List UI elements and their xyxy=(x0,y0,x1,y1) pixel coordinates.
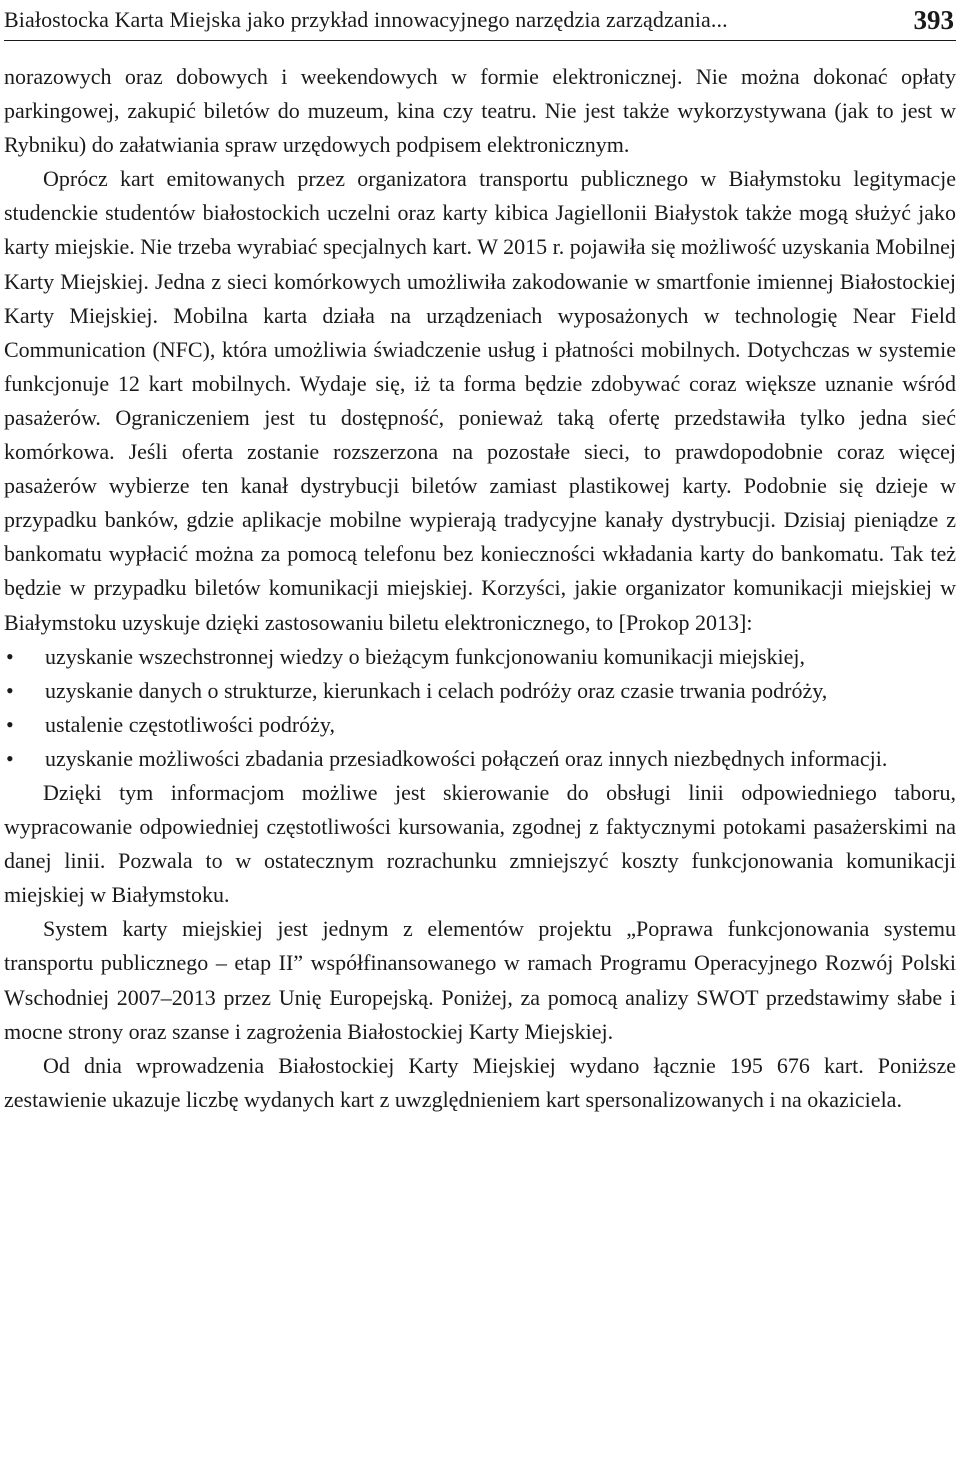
list-item-text: uzyskanie wszechstronnej wiedzy o bieżącym funkcjonowaniu komunikacji miejskiej, xyxy=(45,643,805,669)
body-text xyxy=(4,60,956,1117)
list-item xyxy=(4,674,956,708)
paragraph-project: System karty miejskiej jest jednym z elementów projektu „Poprawa funkcjonowania systemu transportu publicznego – etap II” współfinansowanego w ramach Programu Operacyjnego Rozwój Polski Wschodniej 2007–2013 przez Unię Europejską. Poniżej, za pomocą analizy SWOT przedstawimy słabe i mocne strony oraz szanse i zagrożenia Białostockiej Karty Miejskiej. xyxy=(4,916,956,1044)
bullet-icon: • xyxy=(6,677,14,703)
page-number: 393 xyxy=(913,4,954,35)
paragraph-cards-issued: Od dnia wprowadzenia Białostockiej Karty Miejskiej wydano łącznie 195 676 kart. Poniższe zestawienie ukazuje liczbę wydanych kart z uwzględnieniem kart spersonalizowanych i na okaziciela. xyxy=(4,1052,956,1112)
running-header xyxy=(4,0,956,41)
running-title: Białostocka Karta Miejska jako przykład innowacyjnego narzędzia zarządzania... xyxy=(4,7,728,32)
paragraph-information-use: Dzięki tym informacjom możliwe jest skierowanie do obsługi linii odpowiedniego taboru, wypracowanie odpowiedniej częstotliwości kursowania, zgodnej z faktycznymi potokami pasażerskimi na danej linii. Pozwala to w ostatecznym rozrachunku zmniejszyć koszty funkcjonowania komunikacji miejskiej w Białymstoku. xyxy=(4,779,956,908)
list-item-text: uzyskanie danych o strukturze, kierunkach i celach podróży oraz czasie trwania podróży, xyxy=(45,677,828,703)
bullet-icon: • xyxy=(6,643,14,669)
paragraph-mobile-card: Oprócz kart emitowanych przez organizatora transportu publicznego w Białymstoku legitymacje studenckie studentów białostockich uczelni oraz karty kibica Jagiellonii Białystok także mogą służyć jako karty miejskie. Nie trzeba wyrabiać specjalnych kart. W 2015 r. pojawiła się możliwość uzyskania Mobilnej Karty Miejskiej. Jedna z sieci komórkowych umożliwiła zakodowanie w smartfonie imiennej Białostockiej Karty Miejskiej. Mobilna karta działa na urządzeniach wyposażonych w technologię Near Field Communication (NFC), która umożliwia świadczenie usług i płatności mobilnych. Dotychczas w systemie funkcjonuje 12 kart mobilnych. Wydaje się, iż ta forma będzie zdobywać coraz większe uznanie wśród pasażerów. Ograniczeniem jest tu dostępność, ponieważ taką ofertę przedstawiła tylko jedna sieć komórkowa. Jeśli oferta zostanie rozszerzona na pozostałe sieci, to prawdopodobnie coraz więcej pasażerów wybierze ten kanał dystrybucji biletów zamiast plastikowej karty. Podobnie się dzieje w przypadku banków, gdzie aplikacje mobilne wypierają tradycyjne kanały dystrybucji. Dzisiaj pieniądze z bankomatu wypłacić można za pomocą telefonu bez konieczności wkładania karty do bankomatu. Tak też będzie w przypadku biletów komunikacji miejskiej. Korzyści, jakie organizator komunikacji miejskiej w Białymstoku uzyskuje dzięki zastosowaniu biletu elektronicznego, to [Prokop 2013]: xyxy=(4,166,956,635)
bullet-icon: • xyxy=(6,711,14,737)
paragraph-continuation: norazowych oraz dobowych i weekendowych w formie elektronicznej. Nie można dokonać opłaty parkingowej, zakupić biletów do muzeum, kina czy teatru. Nie jest także wykorzystywana (jak to jest w Rybniku) do załatwiania spraw urzędowych podpisem elektronicznym. xyxy=(4,64,956,158)
list-item-text: ustalenie częstotliwości podróży, xyxy=(45,711,335,737)
benefits-list xyxy=(4,640,956,776)
list-item-text: uzyskanie możliwości zbadania przesiadkowości połączeń oraz innych niezbędnych informacji. xyxy=(45,745,888,771)
list-item xyxy=(4,640,956,674)
bullet-icon: • xyxy=(6,745,14,771)
list-item xyxy=(4,742,956,776)
list-item xyxy=(4,708,956,742)
